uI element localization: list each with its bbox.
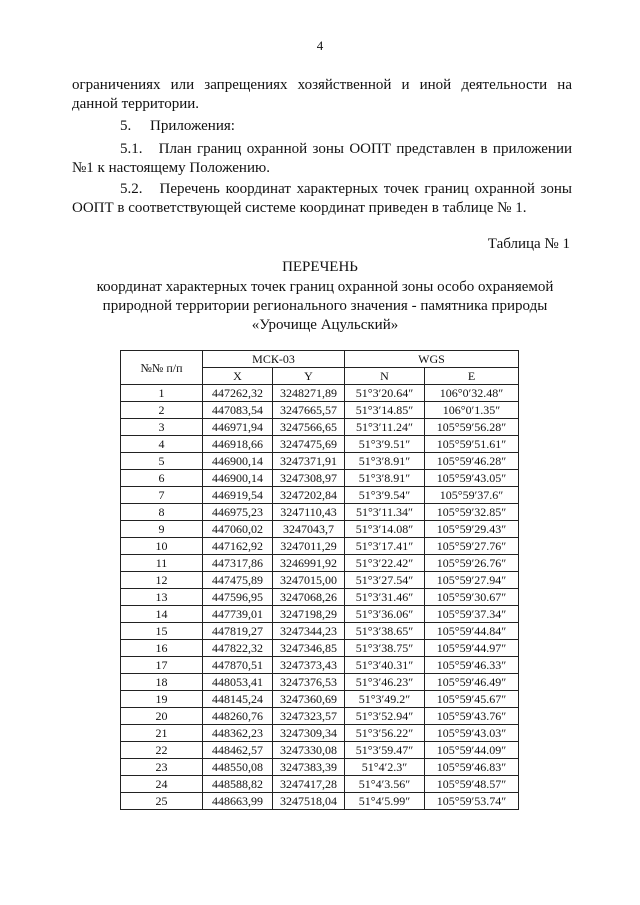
cell-wgs-n: 51°3′11.34″ [345, 504, 425, 521]
cell-msk-x: 448362,23 [203, 725, 273, 742]
cell-msk-x: 447819,27 [203, 623, 273, 640]
cell-msk-y: 3247110,43 [273, 504, 345, 521]
cell-wgs-e: 105°59′29.43″ [425, 521, 519, 538]
cell-number: 20 [121, 708, 203, 725]
cell-number: 16 [121, 640, 203, 657]
table-row [121, 555, 519, 572]
table-row [121, 402, 519, 419]
table-row [121, 640, 519, 657]
cell-wgs-n: 51°4′3.56″ [345, 776, 425, 793]
cell-number: 15 [121, 623, 203, 640]
header-x: X [203, 368, 273, 385]
cell-number: 6 [121, 470, 203, 487]
cell-wgs-e: 105°59′27.94″ [425, 572, 519, 589]
cell-wgs-n: 51°4′5.99″ [345, 793, 425, 810]
table-row [121, 436, 519, 453]
cell-wgs-e: 105°59′27.76″ [425, 538, 519, 555]
cell-msk-y: 3247068,26 [273, 589, 345, 606]
cell-number: 18 [121, 674, 203, 691]
cell-wgs-e: 105°59′37.6″ [425, 487, 519, 504]
cell-msk-x: 448588,82 [203, 776, 273, 793]
table-row [121, 623, 519, 640]
cell-wgs-n: 51°3′14.85″ [345, 402, 425, 419]
cell-msk-y: 3247360,69 [273, 691, 345, 708]
cell-wgs-n: 51°3′52.94″ [345, 708, 425, 725]
cell-msk-x: 447822,32 [203, 640, 273, 657]
cell-number: 9 [121, 521, 203, 538]
cell-number: 13 [121, 589, 203, 606]
cell-number: 11 [121, 555, 203, 572]
table-row [121, 776, 519, 793]
cell-number: 8 [121, 504, 203, 521]
table-row [121, 487, 519, 504]
page-number: 4 [316, 38, 324, 53]
cell-msk-y: 3247202,84 [273, 487, 345, 504]
cell-msk-y: 3247308,97 [273, 470, 345, 487]
cell-wgs-n: 51°3′8.91″ [345, 453, 425, 470]
cell-number: 14 [121, 606, 203, 623]
cell-msk-y: 3247376,53 [273, 674, 345, 691]
table-row [121, 385, 519, 402]
cell-wgs-n: 51°3′38.65″ [345, 623, 425, 640]
cell-number: 1 [121, 385, 203, 402]
cell-wgs-n: 51°3′11.24″ [345, 419, 425, 436]
cell-wgs-e: 105°59′48.57″ [425, 776, 519, 793]
cell-msk-x: 447162,92 [203, 538, 273, 555]
paragraph-plan: 5.1. План границ охранной зоны ООПТ представлен в приложении №1 к настоящему Положению. [72, 141, 576, 176]
cell-wgs-n: 51°3′38.75″ [345, 640, 425, 657]
cell-msk-y: 3247043,7 [273, 521, 345, 538]
cell-msk-y: 3247015,00 [273, 572, 345, 589]
table-row [121, 657, 519, 674]
cell-msk-y: 3247373,43 [273, 657, 345, 674]
cell-wgs-e: 105°59′53.74″ [425, 793, 519, 810]
cell-wgs-n: 51°3′40.31″ [345, 657, 425, 674]
cell-wgs-n: 51°3′49.2″ [345, 691, 425, 708]
cell-msk-y: 3247383,39 [273, 759, 345, 776]
paragraph-appendices: 5. Приложения: [120, 118, 235, 134]
cell-msk-y: 3246991,92 [273, 555, 345, 572]
table-caption: Таблица № 1 [487, 236, 570, 252]
cell-wgs-e: 105°59′46.83″ [425, 759, 519, 776]
coordinates-table-body [121, 385, 519, 810]
cell-number: 7 [121, 487, 203, 504]
coordinates-table [120, 350, 519, 810]
document-subtitle: координат характерных точек границ охранной зоны особо охраняемой природной территории регионального значения - памятника природы «Урочище Ацульский» [96, 279, 554, 333]
table-row [121, 521, 519, 538]
cell-msk-y: 3247344,23 [273, 623, 345, 640]
header-msk03: МСК-03 [203, 351, 345, 368]
cell-wgs-e: 105°59′56.28″ [425, 419, 519, 436]
cell-msk-y: 3247371,91 [273, 453, 345, 470]
cell-wgs-e: 105°59′43.05″ [425, 470, 519, 487]
cell-msk-x: 447596,95 [203, 589, 273, 606]
header-number: №№ п/п [121, 351, 203, 385]
cell-wgs-e: 105°59′44.84″ [425, 623, 519, 640]
cell-wgs-n: 51°3′9.51″ [345, 436, 425, 453]
cell-msk-y: 3247566,65 [273, 419, 345, 436]
cell-msk-x: 447870,51 [203, 657, 273, 674]
cell-msk-y: 3247417,28 [273, 776, 345, 793]
cell-msk-y: 3247330,08 [273, 742, 345, 759]
cell-number: 25 [121, 793, 203, 810]
cell-number: 21 [121, 725, 203, 742]
cell-wgs-e: 105°59′46.33″ [425, 657, 519, 674]
cell-number: 23 [121, 759, 203, 776]
cell-msk-x: 446971,94 [203, 419, 273, 436]
cell-msk-x: 446900,14 [203, 453, 273, 470]
cell-wgs-e: 105°59′43.76″ [425, 708, 519, 725]
table-row [121, 742, 519, 759]
paragraph-restrictions: ограничениях или запрещениях хозяйственной и иной деятельности на данной территории. [72, 77, 572, 112]
cell-wgs-n: 51°3′22.42″ [345, 555, 425, 572]
cell-wgs-n: 51°3′59.47″ [345, 742, 425, 759]
cell-wgs-e: 105°59′51.61″ [425, 436, 519, 453]
cell-msk-y: 3247665,57 [273, 402, 345, 419]
cell-wgs-n: 51°4′2.3″ [345, 759, 425, 776]
cell-number: 19 [121, 691, 203, 708]
cell-wgs-e: 105°59′32.85″ [425, 504, 519, 521]
cell-msk-x: 447475,89 [203, 572, 273, 589]
cell-msk-x: 447739,01 [203, 606, 273, 623]
paragraph-coordinates: 5.2. Перечень координат характерных точек границ охранной зоны ООПТ в соответствующей системе координат приведен в таблице № 1. [72, 181, 576, 216]
cell-number: 4 [121, 436, 203, 453]
header-wgs: WGS [345, 351, 519, 368]
table-row [121, 589, 519, 606]
cell-wgs-e: 105°59′30.67″ [425, 589, 519, 606]
table-row [121, 708, 519, 725]
cell-msk-x: 447083,54 [203, 402, 273, 419]
table-row [121, 419, 519, 436]
cell-wgs-n: 51°3′46.23″ [345, 674, 425, 691]
cell-msk-y: 3247323,57 [273, 708, 345, 725]
table-row [121, 538, 519, 555]
cell-number: 5 [121, 453, 203, 470]
cell-number: 17 [121, 657, 203, 674]
cell-wgs-e: 106°0′32.48″ [425, 385, 519, 402]
cell-wgs-n: 51°3′17.41″ [345, 538, 425, 555]
cell-msk-x: 448550,08 [203, 759, 273, 776]
cell-wgs-e: 105°59′26.76″ [425, 555, 519, 572]
cell-wgs-e: 106°0′1.35″ [425, 402, 519, 419]
table-row [121, 674, 519, 691]
table-row [121, 606, 519, 623]
cell-number: 24 [121, 776, 203, 793]
cell-wgs-n: 51°3′8.91″ [345, 470, 425, 487]
header-e: E [425, 368, 519, 385]
cell-number: 12 [121, 572, 203, 589]
cell-wgs-n: 51°3′9.54″ [345, 487, 425, 504]
cell-msk-y: 3248271,89 [273, 385, 345, 402]
cell-number: 10 [121, 538, 203, 555]
cell-msk-x: 447060,02 [203, 521, 273, 538]
cell-msk-y: 3247346,85 [273, 640, 345, 657]
cell-wgs-e: 105°59′46.49″ [425, 674, 519, 691]
table-row [121, 504, 519, 521]
table-row [121, 453, 519, 470]
cell-wgs-e: 105°59′44.97″ [425, 640, 519, 657]
cell-msk-x: 447262,32 [203, 385, 273, 402]
cell-wgs-n: 51°3′14.08″ [345, 521, 425, 538]
cell-msk-y: 3247309,34 [273, 725, 345, 742]
cell-number: 3 [121, 419, 203, 436]
header-n: N [345, 368, 425, 385]
table-row [121, 470, 519, 487]
cell-msk-y: 3247011,29 [273, 538, 345, 555]
cell-msk-x: 448053,41 [203, 674, 273, 691]
cell-msk-y: 3247518,04 [273, 793, 345, 810]
cell-msk-x: 446900,14 [203, 470, 273, 487]
cell-wgs-e: 105°59′45.67″ [425, 691, 519, 708]
cell-wgs-e: 105°59′43.03″ [425, 725, 519, 742]
cell-wgs-e: 105°59′46.28″ [425, 453, 519, 470]
cell-msk-x: 448462,57 [203, 742, 273, 759]
cell-wgs-n: 51°3′27.54″ [345, 572, 425, 589]
table-row [121, 572, 519, 589]
cell-number: 2 [121, 402, 203, 419]
cell-msk-x: 446919,54 [203, 487, 273, 504]
cell-wgs-n: 51°3′20.64″ [345, 385, 425, 402]
cell-wgs-e: 105°59′37.34″ [425, 606, 519, 623]
cell-wgs-n: 51°3′36.06″ [345, 606, 425, 623]
cell-msk-x: 446975,23 [203, 504, 273, 521]
cell-number: 22 [121, 742, 203, 759]
table-row [121, 691, 519, 708]
cell-msk-y: 3247475,69 [273, 436, 345, 453]
cell-msk-x: 447317,86 [203, 555, 273, 572]
cell-wgs-n: 51°3′31.46″ [345, 589, 425, 606]
table-row [121, 725, 519, 742]
table-row [121, 793, 519, 810]
cell-wgs-e: 105°59′44.09″ [425, 742, 519, 759]
table-row [121, 759, 519, 776]
header-y: Y [273, 368, 345, 385]
cell-msk-x: 448260,76 [203, 708, 273, 725]
cell-wgs-n: 51°3′56.22″ [345, 725, 425, 742]
cell-msk-y: 3247198,29 [273, 606, 345, 623]
cell-msk-x: 446918,66 [203, 436, 273, 453]
cell-msk-x: 448663,99 [203, 793, 273, 810]
document-heading: ПЕРЕЧЕНЬ [282, 259, 358, 275]
cell-msk-x: 448145,24 [203, 691, 273, 708]
